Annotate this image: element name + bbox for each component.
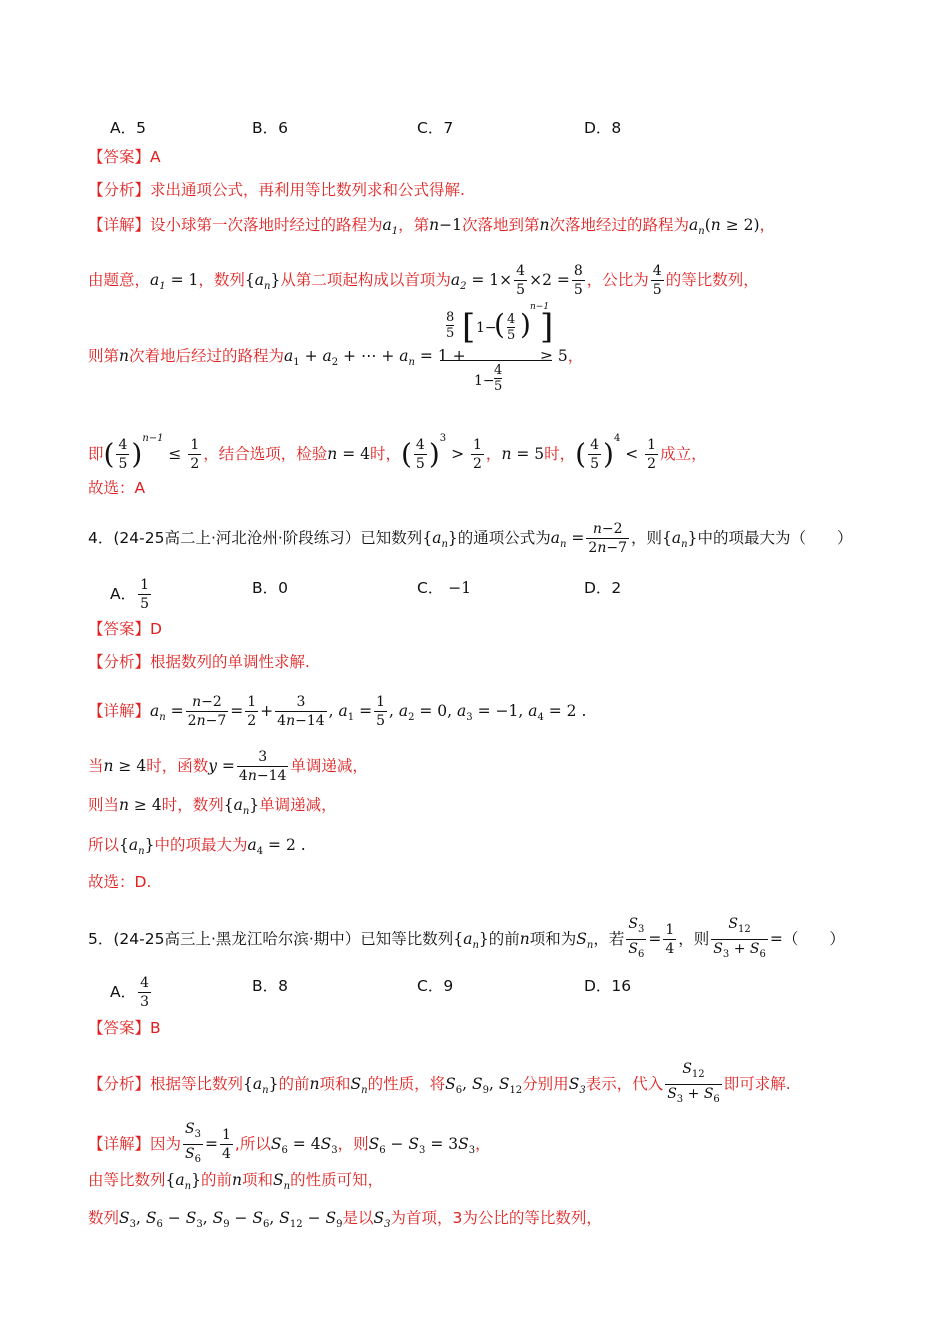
question-text: 中的项最大为（ ） [697,529,853,547]
q5-detail-line-2: 由等比数列$\{a_n\}$的前n项和$S_n$的性质可知， [88,1171,384,1193]
question-text: 4．(24-25高二上·河北沧州·阶段练习）已知数列 [88,529,423,547]
question-text: ，若 [593,929,625,948]
analysis-text: 求出通项公式，再利用等比数列求和公式得解. [150,181,465,199]
detail-text: 是以 [342,1209,374,1227]
q4-option-b: B．0 [252,579,288,597]
q4-option-c [417,576,471,598]
q3-answer [88,146,161,168]
q4-answer [88,618,162,640]
answer-value: A [150,148,161,166]
q3-analysis [88,179,465,201]
detail-text: 3 [452,1209,463,1227]
question-text: 的通项公式为 [457,529,551,547]
question-text: （ ） [782,929,845,948]
detail-text: 时， [544,445,576,463]
answer-tag: 【答案】 [88,1019,151,1037]
sum-denominator: 1− 4 5 [474,363,503,394]
detail-text: 则当 [88,796,120,814]
analysis-text: 即可求解. [723,1074,791,1093]
q4-conclusion: 故选：D. [88,873,152,891]
analysis-text: 根据数列的单调性求解. [150,653,310,671]
detail-text: 设小球第一次落地时经过的路程为 [150,216,383,234]
detail-text: 的等比数列， [665,271,759,289]
q5-option-a: A． $\frac{4}{3}$ [110,975,150,1010]
q4-option-d: D．2 [584,579,622,597]
detail-tag: 【详解】 [88,216,151,234]
detail-text: 数列 [88,1209,120,1227]
analysis-text: 分别用 [522,1074,569,1093]
option-label: A． [110,585,137,603]
answer-tag: 【答案】 [88,620,151,638]
analysis-text: 根据等比数列 [150,1074,244,1093]
q3-conclusion: 故选：A [88,479,146,497]
detail-text: 次落地经过的路程为 [549,216,690,234]
detail-text: ，第 [398,216,430,234]
q5-detail-line-3: 数列$S_3$, $S_6 - S_3$, $S_9 - S_6$, $S_{12} - S_9$是以$S_3$为首项，3为公比的等比数列， [88,1209,602,1231]
analysis-text: 的性质，将 [367,1074,446,1093]
detail-text: 即 [88,445,104,463]
q5-option-b: B．8 [252,977,288,995]
detail-text: 为首项， [390,1209,453,1227]
detail-text: 中的项最大为 [154,836,248,854]
q5-stem: 5．(24-25高三上·黑龙江哈尔滨·期中）已知等比数列$\{a_n\}$的前n项和为$S_n$，若 $\frac{S_3}{S_6}$ = $\frac{1}{4}$ ，则 $\frac{S_{12}}{S_3 + S_6}$ =（ ） [88,915,845,964]
detail-text: 因为 [150,1134,182,1153]
q5-detail-line-1: 【详解】因为 $\frac{S_3}{S_6}$ = $\frac{1}{4}$ ,所以$S_6 = 4S_3$，则$S_6 - S_3 = 3S_3$， [88,1120,491,1169]
answer-value: B [150,1019,161,1037]
detail-text: ,所以 [234,1134,271,1153]
q3-option-b: B．6 [252,119,288,137]
detail-text: 项和 [241,1171,273,1189]
analysis-tag: 【分析】 [88,653,151,671]
detail-text: 当 [88,757,104,775]
q4-detail-line-4: 所以$\{a_n\}$中的项最大为$a_4 = 2$ . [88,836,306,858]
detail-text: ，公比为 [586,271,649,289]
q3-detail-line-2: 由题意，$a_1 = 1$，数列$\{a_n\}$从第二项起构成以首项为$a_2 = 1\times$ $\frac{4}{5}$ ×2 = $\frac{8}{5}$ ，公比为 $\frac{4}{5}$ 的等比数列， [88,263,759,298]
q5-analysis: 【分析】根据等比数列$\{a_n\}$的前n项和$S_n$的性质，将$S_6$, $S_9$, $S_{12}$分别用$S_3$表示，代入 $\frac{S_{12}}{S_3 + S_6}$ 即可求解. [88,1060,791,1109]
q3-detail-line-3: 则第n次着地后经过的路程为$a_1 + a_2$ + ⋯ + $a_n = 1$ + [88,347,466,369]
analysis-tag: 【分析】 [88,1074,151,1093]
detail-tag: 【详解】 [88,702,151,720]
q5-answer [88,1017,161,1039]
answer-value: D [150,620,162,638]
analysis-text: 项和 [319,1074,351,1093]
detail-text: 所以 [88,836,120,854]
question-text: 项和为 [529,929,577,948]
detail-text: 时， [369,445,401,463]
detail-text: 由题意， [88,271,151,289]
q3-option-a: A．5 [110,119,146,137]
q3-detail-line-4: 即( $\frac{4}{5}$ )$^{n-1}$ ≤ $\frac{1}{2}$ ，结合选项，检验n = 4时，( $\frac{4}{5}$ )$^3$ > $\frac{1}{2}$ ，n = 5时，( $\frac{4}{5}$ )$^4$ < $\frac{1}{2}$ 成立， [88,433,707,472]
detail-tag: 【详解】 [88,1134,151,1153]
analysis-text: 表示，代入 [585,1074,664,1093]
q4-detail-line-2: 当n ≥ 4时，函数y = $\frac{3}{4n-14}$ 单调递减， [88,749,368,784]
detail-text: 为公比的等比数列， [462,1209,602,1227]
detail-text: 的前 [200,1171,232,1189]
detail-text: 单调递减， [290,757,368,775]
detail-text: 时，数列 [161,796,224,814]
option-value: −1 [448,579,472,597]
sum-numerator: 8 5 [ 1− ( 4 5 ) n−1 ] [446,302,554,347]
q3-detail-line-1: 【详解】设小球第一次落地时经过的路程为$a_1$，第n−1次落地到第n次落地经过的路程为$a_n(n \ge 2)$， [88,216,776,238]
q3-option-c: C．7 [417,119,454,137]
q5-option-d: D．16 [584,977,632,995]
detail-text: ，数列 [198,271,245,289]
question-text: ，则 [631,529,663,547]
option-label: C． [417,579,444,597]
q4-stem: 4．(24-25高二上·河北沧州·阶段练习）已知数列$\{a_n\}$的通项公式为$a_n$ = $\frac{n-2}{2n-7}$ ，则$\{a_n\}$中的项最大为（ ） [88,521,853,556]
detail-text: ，则 [337,1134,369,1153]
detail-text: 的性质可知， [290,1171,384,1189]
question-text: 5．(24-25高三上·黑龙江哈尔滨·期中）已知等比数列 [88,929,454,948]
q5-option-c: C．9 [417,977,454,995]
detail-text: 成立， [660,445,707,463]
question-text: 的前 [488,929,520,948]
detail-text: 次落地到第 [462,216,540,234]
q3-option-d: D．8 [584,119,622,137]
q4-option-a: A． $\frac{1}{5}$ [110,577,150,612]
detail-text: ，结合选项，检验 [203,445,328,463]
option-label: A． [110,983,137,1001]
detail-text: 次着地后经过的路程为 [129,347,285,365]
detail-text: 单调递减， [259,796,337,814]
q3-sum-inequality: ≥ 5， [540,347,584,365]
question-text: ，则 [678,929,710,948]
q4-detail-line-3: 则当n ≥ 4时，数列$\{a_n\}$单调递减， [88,796,337,818]
q4-analysis [88,651,310,673]
detail-text: 从第二项起构成以首项为 [280,271,451,289]
analysis-text: 的前 [278,1074,310,1093]
answer-tag: 【答案】 [88,148,151,166]
detail-text: 时，函数 [146,757,209,775]
detail-text: 则第 [88,347,120,365]
analysis-tag: 【分析】 [88,181,151,199]
detail-text: 由等比数列 [88,1171,166,1189]
q4-detail-line-1: 【详解】$a_n$ = $\frac{n-2}{2n-7}$ = $\frac{1}{2}$ + $\frac{3}{4n-14}$ , $a_1$ = $\frac{1}{5}$ , $a_2 = 0$, $a_3 = -1$, $a_4 = 2$ . [88,694,587,729]
